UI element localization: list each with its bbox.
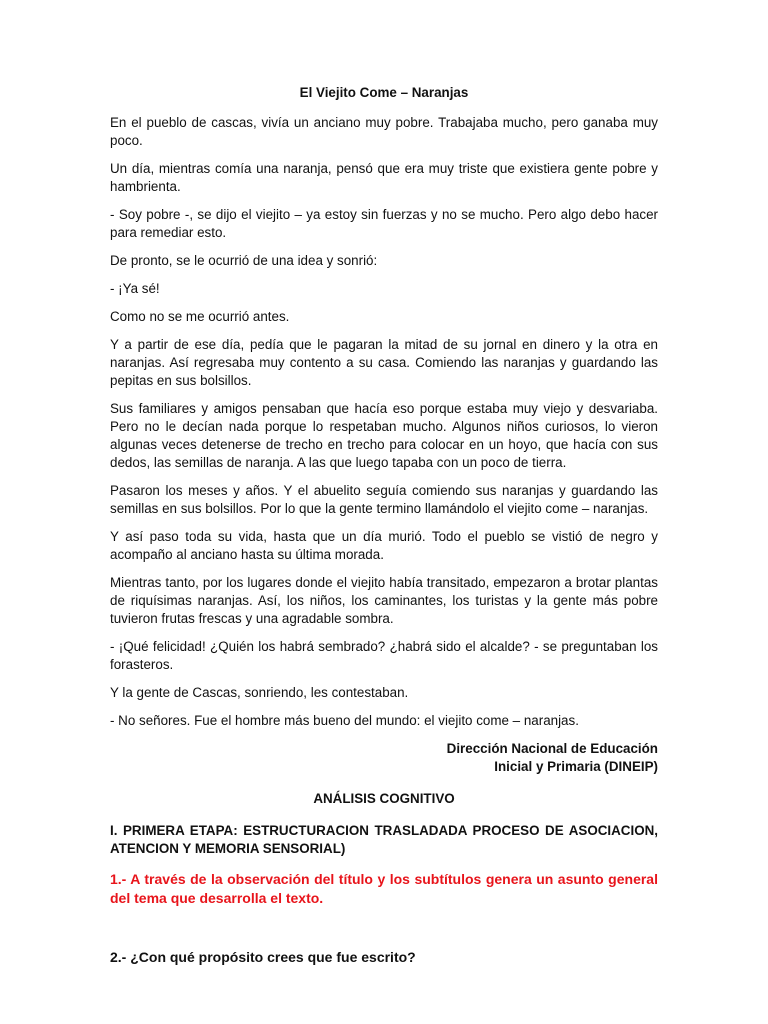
stage-heading: I. PRIMERA ETAPA: ESTRUCTURACION TRASLADADA PROCESO DE ASOCIACION, ATENCION Y MEMORIA SENSORIAL) [110,823,658,856]
document-page [110,84,658,967]
story-paragraph: Y así paso toda su vida, hasta que un día murió. Todo el pueblo se vistió de negro y acompaño al anciano hasta su última morada. [110,529,658,562]
signature-line: Dirección Nacional de Educación [446,741,658,756]
story-paragraph: Y la gente de Cascas, sonriendo, les contestaban. [110,685,409,700]
story-paragraph: Y a partir de ese día, pedía que le pagaran la mitad de su jornal en dinero y la otra en naranjas. Así regresaba muy contento a su casa. Comiendo las naranjas y guardando las pepitas en sus bolsillos. [110,337,658,388]
question-2: 2.- ¿Con qué propósito crees que fue escrito? [110,949,416,965]
section-title: ANÁLISIS COGNITIVO [313,791,455,806]
story-paragraph: Un día, mientras comía una naranja, pensó que era muy triste que existiera gente pobre y hambrienta. [110,161,658,194]
question-1: 1.- A través de la observación del título y los subtítulos genera un asunto general del tema que desarrolla el texto. [110,871,658,906]
story-paragraph: - ¡Qué felicidad! ¿Quién los habrá sembrado? ¿habrá sido el alcalde? - se preguntaban los forasteros. [110,639,658,672]
story-paragraph: De pronto, se le ocurrió de una idea y sonrió: [110,253,378,268]
story-paragraph: Mientras tanto, por los lugares donde el viejito había transitado, empezaron a brotar plantas de riquísimas naranjas. Así, los niños, los caminantes, los turistas y la gente más pobre tuvieron frutas frescas y una agradable sombra. [110,575,658,626]
document-title: El Viejito Come – Naranjas [299,85,469,100]
story-paragraph: - Soy pobre -, se dijo el viejito – ya estoy sin fuerzas y no se mucho. Pero algo debo hacer para remediar esto. [110,207,658,240]
story-paragraph: En el pueblo de cascas, vivía un anciano muy pobre. Trabajaba mucho, pero ganaba muy poco. [110,115,658,148]
story-paragraph: Como no se me ocurrió antes. [110,309,290,324]
story-paragraph: - ¡Ya sé! [110,281,160,296]
source-signature [110,740,658,776]
story-paragraph: Sus familiares y amigos pensaban que hacía eso porque estaba muy viejo y desvariaba. Pero no le decían nada porque lo respetaban mucho. Algunos niños curiosos, lo vieron algunas veces detenerse de trecho en trecho para colocar en un hoyo, que hacía con sus dedos, las semillas de naranja. A las que luego tapaba con un poco de tierra. [110,401,658,470]
signature-line: Inicial y Primaria (DINEIP) [494,759,658,774]
story-paragraph: Pasaron los meses y años. Y el abuelito seguía comiendo sus naranjas y guardando las semillas en sus bolsillos. Por lo que la gente termino llamándolo el viejito come – naranjas. [110,483,658,516]
story-paragraph: - No señores. Fue el hombre más bueno del mundo: el viejito come – naranjas. [110,713,579,728]
